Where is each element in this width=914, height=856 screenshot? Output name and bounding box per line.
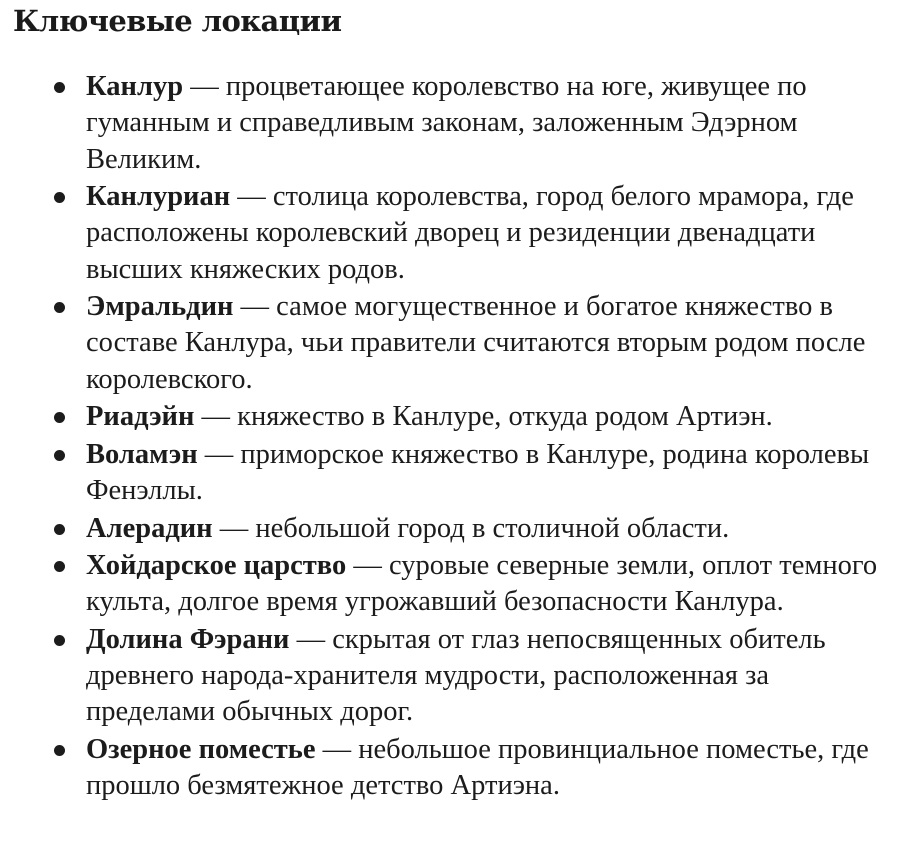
location-description: — княжество в Канлуре, откуда родом Артиэн. bbox=[194, 401, 773, 433]
list-item bbox=[13, 399, 903, 435]
bullet-icon bbox=[54, 561, 65, 572]
location-term: Риадэйн bbox=[86, 401, 195, 433]
location-description: — скрытая от глаз непосвященных обитель древнего народа-хранителя мудрости, расположенная за пределами обычных дорог. bbox=[86, 623, 826, 728]
location-term: Воламэн bbox=[86, 438, 198, 470]
location-term: Канлуриан bbox=[86, 181, 231, 213]
list-item bbox=[13, 732, 903, 805]
location-term: Хойдарское царство bbox=[86, 549, 347, 581]
bullet-icon bbox=[54, 450, 65, 461]
location-description: — процветающее королевство на юге, живущее по гуманным и справедливым законам, заложенным Эдэрном Великим. bbox=[86, 71, 807, 175]
list-item bbox=[13, 548, 903, 621]
bullet-icon bbox=[54, 635, 65, 646]
bullet-icon bbox=[54, 302, 65, 313]
list-item bbox=[13, 437, 903, 510]
bullet-icon bbox=[54, 412, 65, 423]
bullet-icon bbox=[54, 192, 65, 203]
bullet-icon bbox=[54, 745, 65, 756]
list-item bbox=[13, 622, 903, 731]
locations-list bbox=[13, 69, 903, 804]
list-item bbox=[13, 179, 903, 288]
location-description: — небольшой город в столичной области. bbox=[212, 512, 730, 544]
location-description: — небольшое провинциальное поместье, где прошло безмятежное детство Артиэна. bbox=[86, 733, 869, 802]
location-term: Канлур bbox=[86, 71, 184, 102]
location-description: — столица королевства, город белого мрамора, где расположены королевский дворец и резиденции двенадцати высших княжеских родов. bbox=[86, 181, 854, 285]
location-description: — суровые северные земли, оплот темного культа, долгое время угрожавший безопасности Канлура. bbox=[86, 549, 878, 618]
location-description: — приморское княжество в Канлуре, родина королевы Фенэллы. bbox=[86, 438, 870, 507]
bullet-icon bbox=[54, 524, 65, 535]
list-item bbox=[13, 289, 903, 398]
list-item bbox=[13, 69, 903, 178]
location-term: Эмральдин bbox=[86, 291, 234, 323]
location-term: Озерное поместье bbox=[86, 733, 316, 765]
location-description: — самое могущественное и богатое княжество в составе Канлура, чьи правители считаются вторым родом после королевского. bbox=[86, 291, 866, 395]
location-term: Долина Фэрани bbox=[86, 623, 290, 655]
document-page bbox=[13, 0, 903, 806]
section-heading: Ключевые локации bbox=[13, 4, 342, 38]
location-term: Алерадин bbox=[86, 512, 213, 544]
list-item bbox=[13, 511, 903, 547]
bullet-icon bbox=[54, 82, 65, 93]
